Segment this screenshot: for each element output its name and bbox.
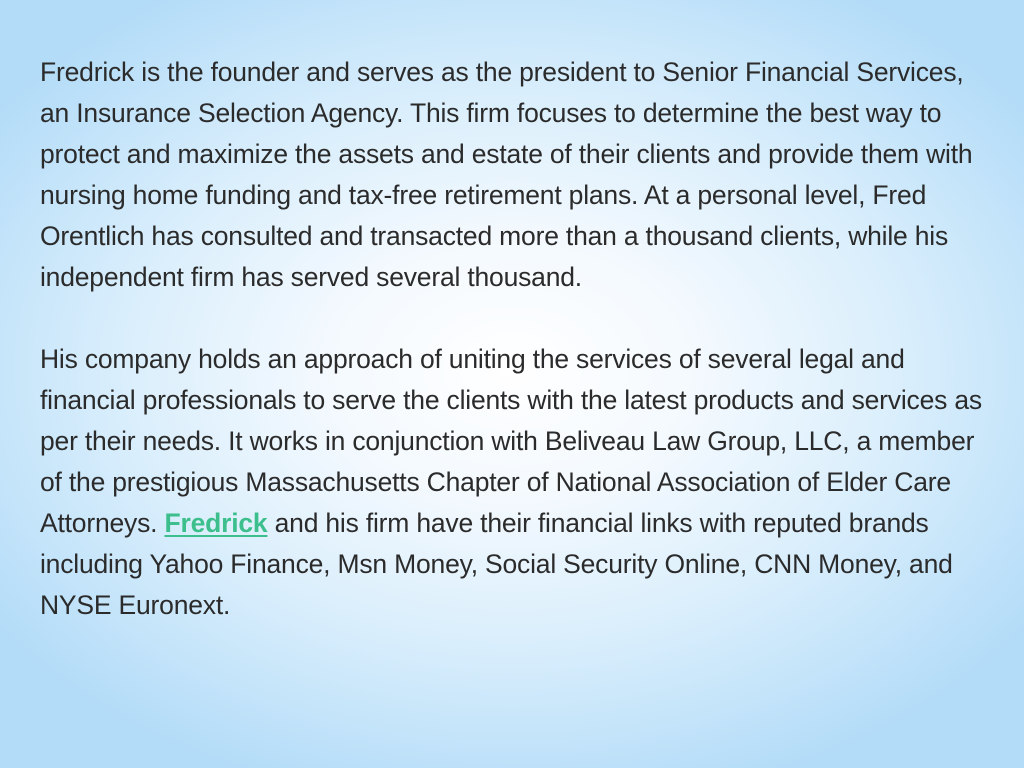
text-body <box>40 52 990 626</box>
fredrick-link[interactable]: Fredrick <box>164 508 268 538</box>
paragraph-company <box>40 339 990 626</box>
paragraph-company-text-start: His company holds an approach of uniting the services of several legal and financial professionals to serve the clients with the latest products and services as per their needs. It works in conjunction with Beliveau Law Group, LLC, a member of the prestigious Massachusetts Chapter of National Association of Elder Care Attorneys. <box>40 344 982 538</box>
paragraph-company-text-end: and his firm have their financial links with reputed brands including Yahoo Finance, Msn Money, Social Security Online, CNN Money, and NYSE Euronext. <box>40 508 953 620</box>
paragraph-founder: Fredrick is the founder and serves as the president to Senior Financial Services, an Insurance Selection Agency. This firm focuses to determine the best way to protect and maximize the assets and estate of their clients and provide them with nursing home funding and tax-free retirement plans. At a personal level, Fred Orentlich has consulted and transacted more than a thousand clients, while his independent firm has served several thousand. <box>40 57 973 292</box>
